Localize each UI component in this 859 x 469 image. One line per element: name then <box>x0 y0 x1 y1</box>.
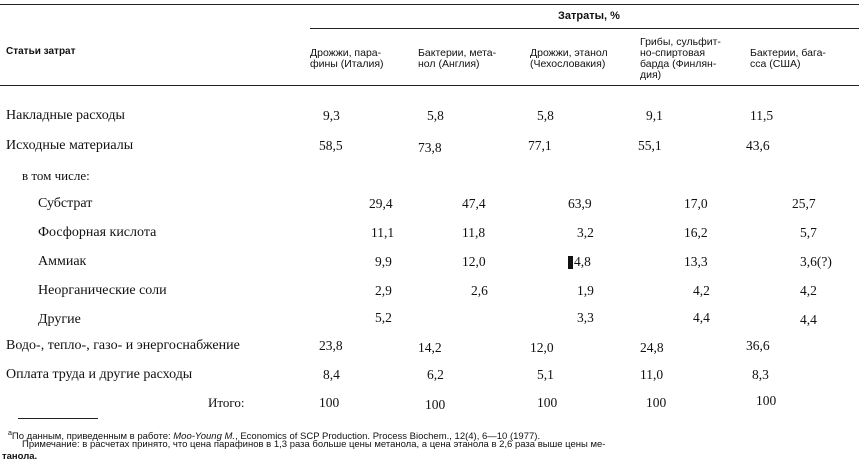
row-label-including: в том числе: <box>22 168 90 183</box>
cell-phosphoric-4: 16,2 <box>684 225 708 240</box>
footnote-note-line1: Примечание: в расчетах принято, что цена парафинов в 1,3 раза больше цены метанола, а цена этанола в 2,6 раза выше цены ме- <box>22 439 606 450</box>
cell-substrate-2: 47,4 <box>462 196 486 211</box>
cell-other-5: 4,4 <box>800 312 817 327</box>
footnote-marker: а <box>8 430 12 437</box>
footnote-author: Moo-Young M. <box>173 431 236 443</box>
cell-phosphoric-3: 3,2 <box>577 225 594 240</box>
cell-raw-5: 43,6 <box>746 138 770 153</box>
row-label-utilities: Водо-, тепло-, газо- и энергоснабжение <box>6 338 240 353</box>
cell-labor-3: 5,1 <box>537 367 554 382</box>
cell-salts-3: 1,9 <box>577 283 594 298</box>
cell-overhead-1: 9,3 <box>323 108 340 123</box>
cell-total-4: 100 <box>646 395 667 410</box>
row-label-inorganic-salts: Неорганические соли <box>38 283 167 298</box>
cell-salts-2: 2,6 <box>471 283 488 298</box>
cell-overhead-4: 9,1 <box>646 108 663 123</box>
header-top-rule-left <box>0 4 310 5</box>
footnote-note-line2: танола. <box>2 451 38 462</box>
cell-overhead-5: 11,5 <box>750 108 774 123</box>
row-label-phosphoric-acid: Фосфорная кислота <box>38 225 157 240</box>
cell-raw-4: 55,1 <box>638 138 662 153</box>
cell-labor-5: 8,3 <box>752 367 769 382</box>
cell-salts-4: 4,2 <box>693 283 710 298</box>
row-label-raw-materials: Исходные материалы <box>6 138 134 153</box>
cell-ammonia-5: 3,6(?) <box>800 254 832 269</box>
cell-substrate-3: 63,9 <box>568 196 592 211</box>
cell-other-3: 3,3 <box>577 310 594 325</box>
row-label-substrate: Субстрат <box>38 196 93 211</box>
cell-phosphoric-1: 11,1 <box>371 225 395 240</box>
cell-total-1: 100 <box>319 395 340 410</box>
row-label-ammonia: Аммиак <box>38 254 87 269</box>
cell-other-1: 5,2 <box>375 310 392 325</box>
cell-substrate-4: 17,0 <box>684 196 708 211</box>
cell-total-2: 100 <box>425 397 446 412</box>
column-header-5: Бактерии, бага- сса (США) <box>750 47 826 70</box>
cell-other-4: 4,4 <box>693 310 710 325</box>
cell-raw-2: 73,8 <box>418 140 442 155</box>
cell-utilities-2: 14,2 <box>418 340 442 355</box>
header-bottom-rule <box>0 85 859 86</box>
cell-raw-3: 77,1 <box>528 138 552 153</box>
cell-substrate-1: 29,4 <box>369 196 393 211</box>
cell-total-3: 100 <box>537 395 558 410</box>
cell-ammonia-3: 4,8 <box>574 254 591 269</box>
cell-ammonia-2: 12,0 <box>462 254 486 269</box>
column-header-3: Дрожжи, этанол (Чехословакия) <box>530 47 608 70</box>
row-label-overhead: Накладные расходы <box>6 108 125 123</box>
ink-mark-icon <box>568 256 573 269</box>
column-header-4: Грибы, сульфит- но-спиртовая барда (Финлян- дия) <box>640 36 721 81</box>
cell-utilities-4: 24,8 <box>640 340 664 355</box>
header-top-rule-right <box>310 4 859 5</box>
footnote-separator <box>18 418 98 419</box>
cell-labor-4: 11,0 <box>640 367 664 382</box>
cell-raw-1: 58,5 <box>319 138 343 153</box>
cell-overhead-2: 5,8 <box>427 108 444 123</box>
group-title: Затраты, % <box>558 10 620 22</box>
cell-salts-5: 4,2 <box>800 283 817 298</box>
cell-utilities-1: 23,8 <box>319 338 343 353</box>
cell-substrate-5: 25,7 <box>792 196 816 211</box>
column-header-2: Бактерии, мета- нол (Англия) <box>418 47 497 70</box>
row-label-other: Другие <box>38 312 81 327</box>
cell-total-5: 100 <box>756 393 777 408</box>
group-title-rule <box>310 28 859 29</box>
cell-utilities-5: 36,6 <box>746 338 770 353</box>
row-header: Статьи затрат <box>6 46 76 57</box>
cell-ammonia-1: 9,9 <box>375 254 392 269</box>
cell-phosphoric-5: 5,7 <box>800 225 817 240</box>
cell-utilities-3: 12,0 <box>530 340 554 355</box>
cell-salts-1: 2,9 <box>375 283 392 298</box>
cell-labor-2: 6,2 <box>427 367 444 382</box>
row-label-total: Итого: <box>208 395 245 410</box>
column-header-1: Дрожжи, пара- фины (Италия) <box>310 47 384 70</box>
footnote-a: $^а$По данным, приведенным в работе: Moo-Young M., Economics of SCP Production. Process Biochem., 12(4), 6—10 (1977). <box>8 430 541 443</box>
cell-labor-1: 8,4 <box>323 367 340 382</box>
row-label-labor: Оплата труда и другие расходы <box>6 367 193 382</box>
cell-overhead-3: 5,8 <box>537 108 554 123</box>
cell-ammonia-4: 13,3 <box>684 254 708 269</box>
cell-phosphoric-2: 11,8 <box>462 225 486 240</box>
